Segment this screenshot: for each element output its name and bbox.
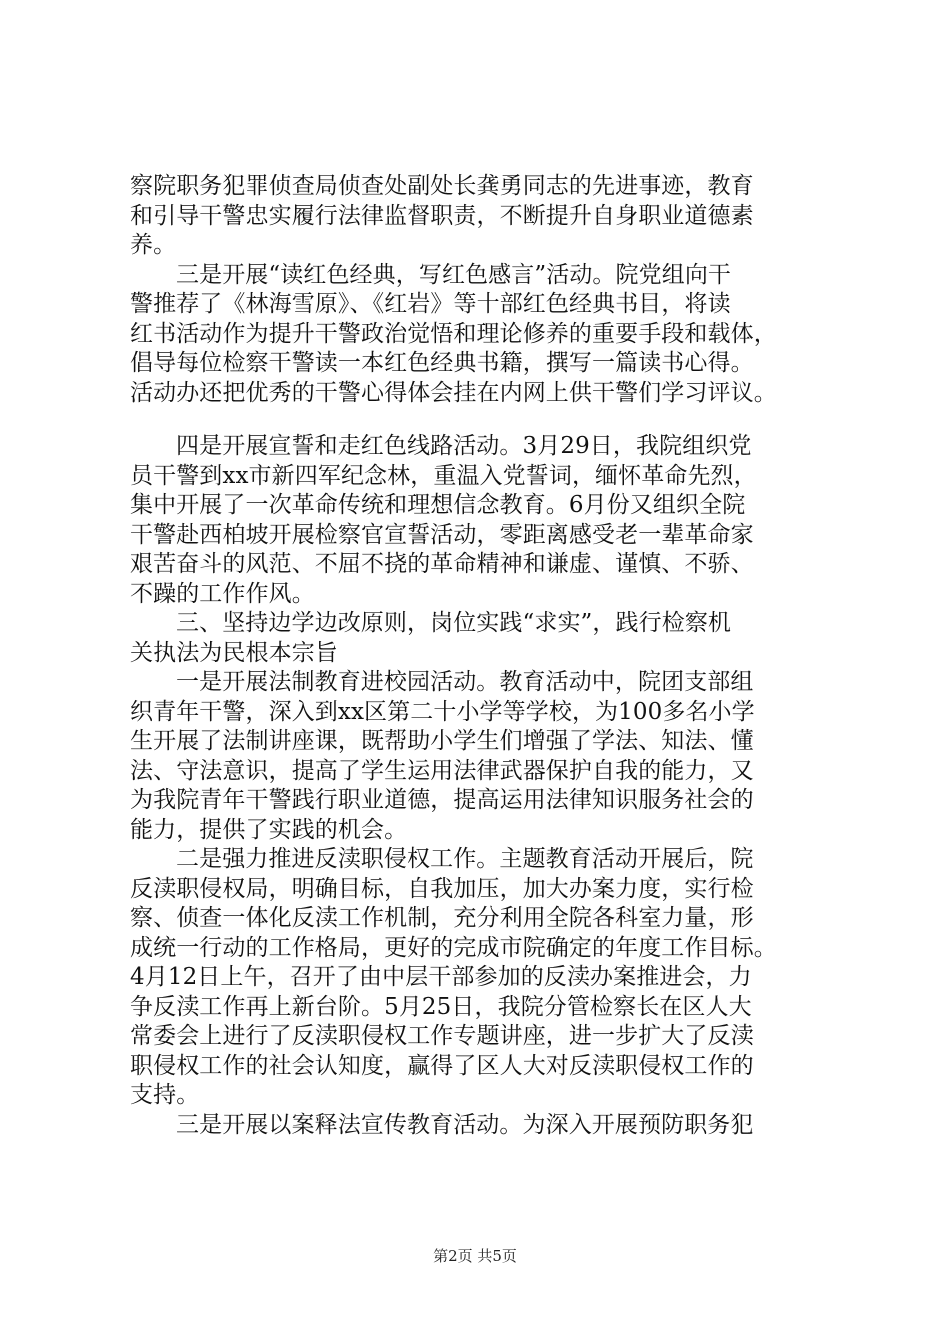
- text-line: 4月12日上午，召开了由中层干部参加的反渎办案推进会，力: [130, 964, 752, 990]
- text-line: 察、侦查一体化反渎工作机制，充分利用全院各科室力量，形: [130, 905, 754, 931]
- text-line: 争反渎工作再上新台阶。5月25日，我院分管检察长在区人大: [130, 993, 752, 1020]
- text-line: 能力，提供了实践的机会。: [130, 816, 408, 843]
- text-line: 倡导每位检察干警读一本红色经典书籍，撰写一篇读书心得。: [130, 350, 754, 376]
- text-line: 活动办还把优秀的干警心得体会挂在内网上供干警们学习评议。: [130, 379, 777, 406]
- text-line: 干警赴西柏坡开展检察官宣誓活动，零距离感受老一辈革命家: [130, 521, 754, 548]
- text-line: 三、坚持边学边改原则，岗位实践“求实”，践行检察机: [176, 610, 732, 636]
- text-line: 养。: [130, 232, 177, 258]
- paragraph-gap: [130, 408, 830, 432]
- text-line: 三是开展“读红色经典，写红色感言”活动。院党组向干: [176, 261, 732, 288]
- text-line: 集中开展了一次革命传统和理想信念教育。6月份又组织全院: [130, 492, 746, 518]
- text-line: 为我院青年干警践行职业道德，提高运用法律知识服务社会的: [130, 787, 754, 813]
- text-line: 成统一行动的工作格局，更好的完成市院确定的年度工作目标。: [130, 934, 777, 961]
- text-line: 二是强力推进反渎职侵权工作。主题教育活动开展后，院: [176, 846, 754, 872]
- text-line: 红书活动作为提升干警政治觉悟和理论修养的重要手段和载体，: [130, 320, 777, 347]
- text-line: 支持。: [130, 1082, 200, 1108]
- page-number-footer: 第2页 共5页: [433, 1247, 517, 1265]
- document-body: [130, 172, 830, 1140]
- text-line: 生开展了法制讲座课，既帮助小学生们增强了学法、知法、懂: [130, 728, 754, 754]
- text-line: 艰苦奋斗的风范、不屈不挠的革命精神和谦虚、谨慎、不骄、: [130, 551, 754, 577]
- text-line: 关执法为民根本宗旨: [130, 639, 338, 666]
- text-line: 四是开展宣誓和走红色线路活动。3月29日，我院组织党: [176, 433, 752, 459]
- text-line: 法、守法意识，提高了学生运用法律武器保护自我的能力，又: [130, 757, 754, 784]
- text-line: 不躁的工作作风。: [130, 580, 315, 607]
- text-line: 职侵权工作的社会认知度，赢得了区人大对反渎职侵权工作的: [130, 1052, 754, 1079]
- text-line: 一是开展法制教育进校园活动。教育活动中，院团支部组: [176, 669, 754, 695]
- text-line: 察院职务犯罪侦查局侦查处副处长龚勇同志的先进事迹，教育: [130, 173, 754, 199]
- text-line: 三是开展以案释法宣传教育活动。为深入开展预防职务犯: [176, 1111, 754, 1138]
- text-line: 和引导干警忠实履行法律监督职责，不断提升自身职业道德素: [130, 202, 754, 229]
- text-line: 反渎职侵权局，明确目标，自我加压，加大办案力度，实行检: [130, 875, 754, 902]
- text-line: 员干警到xx市新四军纪念林，重温入党誓词，缅怀革命先烈，: [130, 462, 757, 489]
- text-line: 常委会上进行了反渎职侵权工作专题讲座，进一步扩大了反渎: [130, 1023, 754, 1049]
- text-line: 织青年干警，深入到xx区第二十小学等学校，为100多名小学: [130, 698, 755, 725]
- text-line: 警推荐了《林海雪原》、《红岩》等十部红色经典书目，将读: [130, 291, 731, 317]
